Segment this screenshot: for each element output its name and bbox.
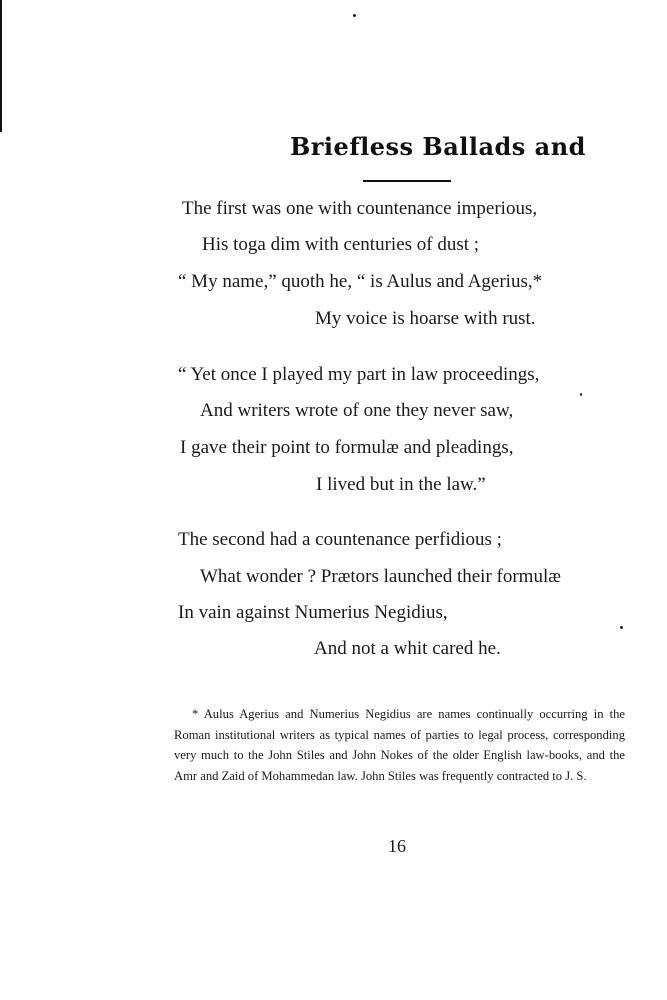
poem-line: What wonder ? Prætors launched their formulæ	[200, 566, 561, 587]
poem-line: In vain against Numerius Negidius,	[178, 602, 448, 623]
poem-line: “ Yet once I played my part in law proceedings,	[178, 364, 540, 385]
running-title: Briefless Ballads and	[290, 132, 586, 161]
poem-line: The second had a countenance perfidious ;	[178, 529, 502, 550]
footnote: * Aulus Agerius and Numerius Negidius are names continually occurring in the Roman institutional writers as typical names of parties to legal process, corresponding very much to the John Stiles and John Nokes of the older English law-books, and the Amr and Zaid of Mohammedan law. John Stiles was frequently contracted to J. S.	[174, 707, 625, 783]
page-edge-mark	[0, 0, 2, 132]
poem-line: The first was one with countenance imperious,	[182, 198, 538, 219]
poem-line: And not a whit cared he.	[314, 638, 501, 659]
title-rule	[363, 180, 451, 182]
poem-line: His toga dim with centuries of dust ;	[202, 234, 480, 255]
scan-speck	[580, 393, 582, 396]
poem-line: I lived but in the law.”	[316, 474, 486, 495]
poem-line: And writers wrote of one they never saw,	[200, 400, 514, 421]
poem-line: I gave their point to formulæ and pleadings,	[180, 437, 514, 458]
scan-speck	[353, 14, 356, 17]
scan-speck	[620, 626, 623, 629]
poem-line: “ My name,” quoth he, “ is Aulus and Agerius,*	[178, 271, 543, 292]
poem-line: My voice is hoarse with rust.	[315, 308, 536, 329]
page-number: 16	[388, 836, 406, 856]
